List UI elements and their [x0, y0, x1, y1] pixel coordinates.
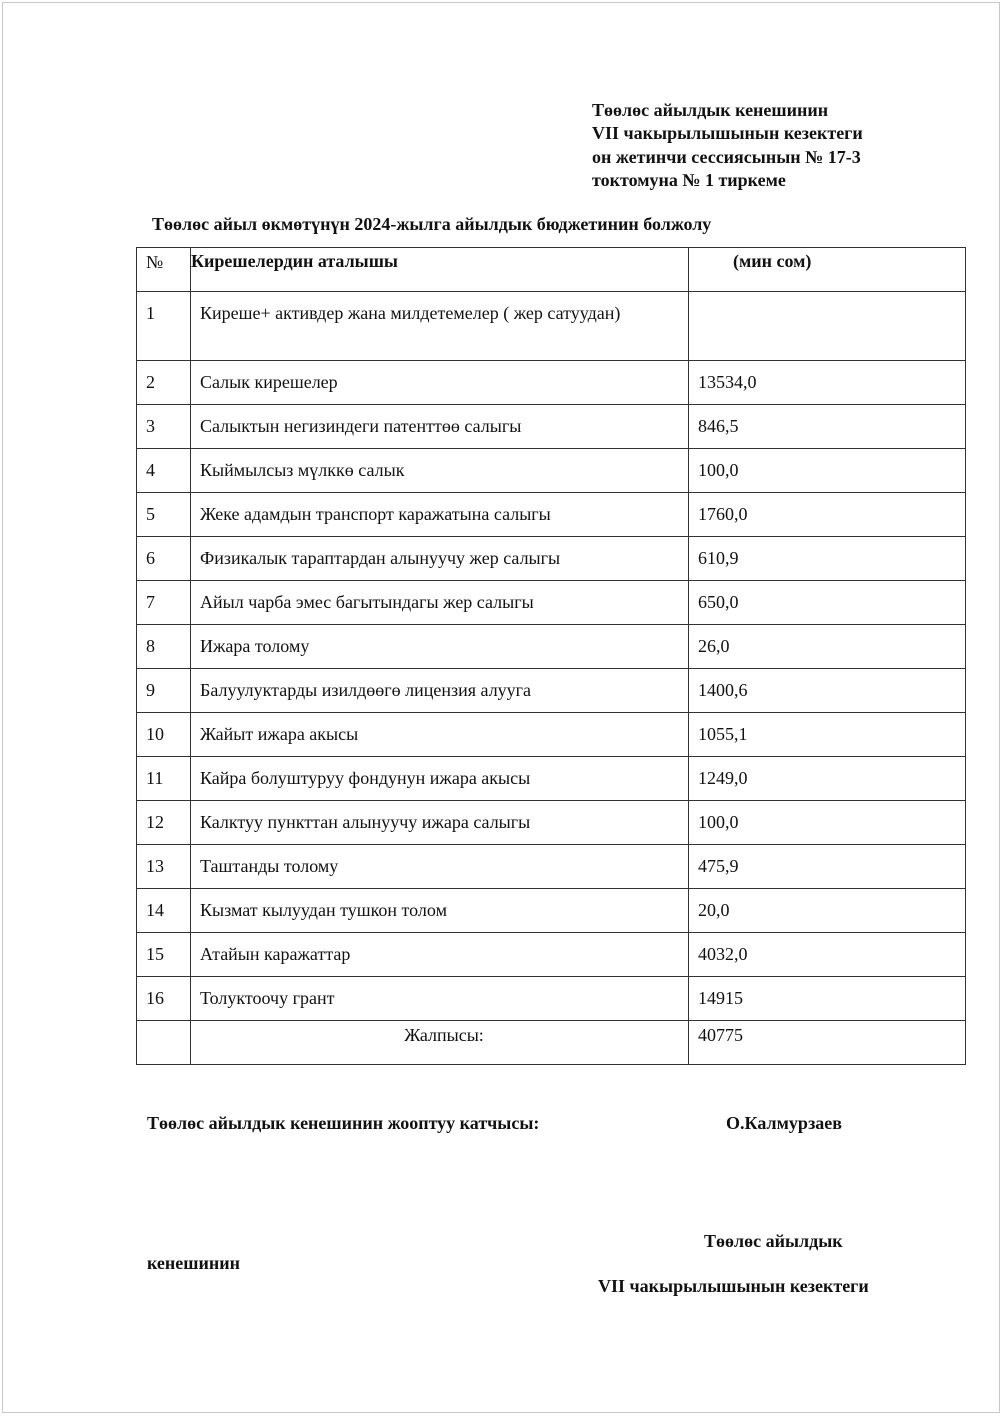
table-row [137, 625, 966, 669]
table-row [137, 977, 966, 1021]
total-value: 40775 [689, 1021, 966, 1065]
row-number: 9 [137, 669, 191, 713]
row-name: Атайын каражаттар [191, 933, 689, 977]
row-name: Айыл чарба эмес багытындагы жер салыгы [191, 581, 689, 625]
row-value: 610,9 [689, 537, 966, 581]
row-name: Жайыт ижара акысы [191, 713, 689, 757]
table-row [137, 405, 966, 449]
row-value: 1400,6 [689, 669, 966, 713]
row-value: 100,0 [689, 801, 966, 845]
row-name: Балуулуктарды изилдөөгө лицензия алууга [191, 669, 689, 713]
row-name: Жеке адамдын транспорт каражатына салыгы [191, 493, 689, 537]
row-value: 1249,0 [689, 757, 966, 801]
budget-table [136, 247, 966, 1065]
header-line-2: VII чакырылышынын кезектеги [592, 123, 863, 143]
row-number: 4 [137, 449, 191, 493]
row-value: 13534,0 [689, 361, 966, 405]
table-row [137, 449, 966, 493]
row-number: 15 [137, 933, 191, 977]
row-number: 13 [137, 845, 191, 889]
tail-line-3: VII чакырылышынын кезектеги [598, 1276, 869, 1296]
table-row [137, 493, 966, 537]
table-row [137, 801, 966, 845]
row-value: 650,0 [689, 581, 966, 625]
row-name: Таштанды толому [191, 845, 689, 889]
row-name: Ижара толому [191, 625, 689, 669]
row-number: 10 [137, 713, 191, 757]
table-row [137, 537, 966, 581]
row-number: 3 [137, 405, 191, 449]
document-title: Төөлөс айыл өкмөтүнүн 2024-жылга айылдык бюджетинин болжолу [152, 214, 712, 234]
total-empty-cell [137, 1021, 191, 1065]
row-number: 2 [137, 361, 191, 405]
row-name: Калктуу пункттан алынуучу ижара салыгы [191, 801, 689, 845]
table-row [137, 669, 966, 713]
row-value: 1055,1 [689, 713, 966, 757]
row-value: 846,5 [689, 405, 966, 449]
row-value: 14915 [689, 977, 966, 1021]
table-row [137, 581, 966, 625]
row-name: Кайра болуштуруу фондунун ижара акысы [191, 757, 689, 801]
row-number: 12 [137, 801, 191, 845]
row-value: 4032,0 [689, 933, 966, 977]
total-label: Жалпысы: [191, 1021, 689, 1065]
header-unit: (мин сом) [689, 248, 966, 292]
row-name: Кызмат кылуудан тушкон толом [191, 889, 689, 933]
header-name: Кирешелердин аталышы [191, 248, 689, 292]
row-number: 11 [137, 757, 191, 801]
row-number: 7 [137, 581, 191, 625]
header-number: № [137, 248, 191, 292]
secretary-name: О.Калмурзаев [726, 1113, 843, 1133]
row-name: Салык кирешелер [191, 361, 689, 405]
table-row [137, 361, 966, 405]
row-number: 8 [137, 625, 191, 669]
tail-line-2: кенешинин [147, 1253, 240, 1273]
table-row [137, 292, 966, 361]
table-row [137, 845, 966, 889]
table-row [137, 757, 966, 801]
row-value: 1760,0 [689, 493, 966, 537]
row-number: 5 [137, 493, 191, 537]
row-value: 475,9 [689, 845, 966, 889]
row-name: Толуктоочу грант [191, 977, 689, 1021]
table-row [137, 933, 966, 977]
row-name: Физикалык тараптардан алынуучу жер салыгы [191, 537, 689, 581]
header-line-3: он жетинчи сессиясынын № 17-3 [592, 147, 861, 167]
row-number: 6 [137, 537, 191, 581]
header-line-4: токтомуна № 1 тиркеме [592, 170, 786, 190]
row-name: Киреше+ активдер жана милдетемелер ( жер сатуудан) [191, 292, 689, 361]
row-value: 26,0 [689, 625, 966, 669]
table-total-row [137, 1021, 966, 1065]
row-number: 14 [137, 889, 191, 933]
row-number: 1 [137, 292, 191, 361]
row-value [689, 292, 966, 361]
tail-line-1: Төөлөс айылдык [704, 1231, 843, 1251]
table-row [137, 889, 966, 933]
row-value: 100,0 [689, 449, 966, 493]
table-header-row [137, 248, 966, 292]
row-name: Салыктын негизиндеги патенттөө салыгы [191, 405, 689, 449]
secretary-label: Төөлөс айылдык кенешинин жооптуу катчысы: [147, 1113, 540, 1133]
row-name: Кыймылсыз мүлккө салык [191, 449, 689, 493]
row-value: 20,0 [689, 889, 966, 933]
row-number: 16 [137, 977, 191, 1021]
header-line-1: Төөлөс айылдык кенешинин [592, 100, 829, 120]
table-row [137, 713, 966, 757]
